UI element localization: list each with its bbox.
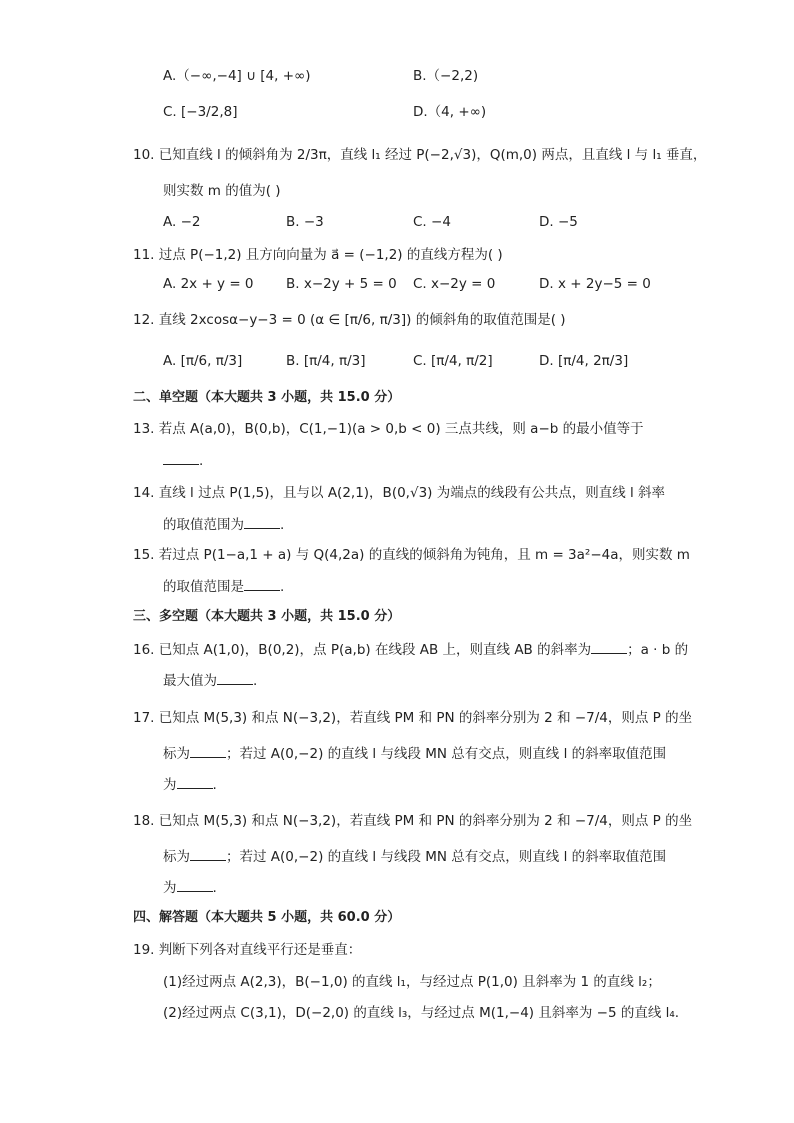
q16-answer-blank-2[interactable] xyxy=(217,670,253,685)
q16-answer-blank-1[interactable] xyxy=(591,639,627,654)
q18-answer-blank-1[interactable] xyxy=(190,846,226,861)
q18-line3: 为 . xyxy=(163,877,217,898)
q13-answer-line: . xyxy=(163,450,203,471)
q10-stem-line1: 10. 已知直线 l 的倾斜角为 2/3π，直线 l₁ 经过 P(−2,√3)，Q(m,0) 两点，且直线 l 与 l₁ 垂直， xyxy=(133,147,707,163)
q11-stem: 11. 过点 P(−1,2) 且方向向量为 a⃗ = (−1,2) 的直线方程为( ) xyxy=(133,247,503,263)
q19-stem: 19. 判断下列各对直线平行还是垂直： xyxy=(133,942,362,958)
q11-option-a: A. 2x + y = 0 xyxy=(163,276,254,292)
q9-option-a: A.（−∞,−4] ∪ [4, +∞) xyxy=(163,68,311,84)
q10-stem-line2: 则实数 m 的值为( ) xyxy=(163,183,281,199)
q9-option-c: C. [−3/2,8] xyxy=(163,104,238,120)
q11-option-b: B. x−2y + 5 = 0 xyxy=(286,276,397,292)
q19-part-1: (1)经过两点 A(2,3)，B(−1,0) 的直线 l₁，与经过点 P(1,0) 且斜率为 1 的直线 l₂； xyxy=(163,974,661,990)
q9-option-d: D.（4, +∞) xyxy=(413,104,487,120)
q13-stem: 13. 若点 A(a,0)，B(0,b)，C(1,−1)(a > 0,b < 0) 三点共线，则 a−b 的最小值等于 xyxy=(133,421,644,437)
q17-stem: 17. 已知点 M(5,3) 和点 N(−3,2)，若直线 PM 和 PN 的斜率分别为 2 和 −7/4，则点 P 的坐 xyxy=(133,710,693,726)
q12-option-c: C. [π/4, π/2] xyxy=(413,353,493,369)
section-heading-solutions: 四、解答题（本大题共 5 小题，共 60.0 分） xyxy=(133,910,401,925)
q10-option-d: D. −5 xyxy=(539,214,578,230)
q10-option-c: C. −4 xyxy=(413,214,451,230)
q11-option-d: D. x + 2y−5 = 0 xyxy=(539,276,651,292)
q17-answer-blank-2[interactable] xyxy=(177,774,213,789)
q12-option-a: A. [π/6, π/3] xyxy=(163,353,243,369)
q12-stem: 12. 直线 2xcosα−y−3 = 0 (α ∈ [π/6, π/3]) 的倾斜角的取值范围是( ) xyxy=(133,312,566,328)
q10-option-a: A. −2 xyxy=(163,214,201,230)
q16-stem: 16. 已知点 A(1,0)，B(0,2)，点 P(a,b) 在线段 AB 上，则直线 AB 的斜率为 ；a · b 的 xyxy=(133,639,688,660)
q18-answer-blank-2[interactable] xyxy=(177,877,213,892)
q17-answer-blank-1[interactable] xyxy=(190,743,226,758)
q13-answer-blank[interactable] xyxy=(163,450,199,465)
q16-answer-line: 最大值为 . xyxy=(163,670,257,691)
q15-answer-blank[interactable] xyxy=(244,576,280,591)
q17-line2: 标为 ；若过 A(0,−2) 的直线 l 与线段 MN 总有交点，则直线 l 的斜率取值范围 xyxy=(163,743,666,764)
q18-line2: 标为 ；若过 A(0,−2) 的直线 l 与线段 MN 总有交点，则直线 l 的斜率取值范围 xyxy=(163,846,666,867)
q14-answer-blank[interactable] xyxy=(244,514,280,529)
q15-answer-line: 的取值范围是 . xyxy=(163,576,284,597)
section-heading-single-blank: 二、单空题（本大题共 3 小题，共 15.0 分） xyxy=(133,390,401,405)
q14-stem: 14. 直线 l 过点 P(1,5)，且与以 A(2,1)，B(0,√3) 为端点的线段有公共点，则直线 l 斜率 xyxy=(133,485,666,501)
q12-option-d: D. [π/4, 2π/3] xyxy=(539,353,629,369)
q9-option-b: B.（−2,2) xyxy=(413,68,479,84)
q12-option-b: B. [π/4, π/3] xyxy=(286,353,366,369)
q19-part-2: (2)经过两点 C(3,1)，D(−2,0) 的直线 l₃，与经过点 M(1,−4) 且斜率为 −5 的直线 l₄. xyxy=(163,1005,680,1021)
q14-answer-line: 的取值范围为 . xyxy=(163,514,284,535)
q10-option-b: B. −3 xyxy=(286,214,324,230)
q18-stem: 18. 已知点 M(5,3) 和点 N(−3,2)，若直线 PM 和 PN 的斜率分别为 2 和 −7/4，则点 P 的坐 xyxy=(133,813,693,829)
q11-option-c: C. x−2y = 0 xyxy=(413,276,496,292)
q17-line3: 为 . xyxy=(163,774,217,795)
section-heading-multi-blank: 三、多空题（本大题共 3 小题，共 15.0 分） xyxy=(133,609,401,624)
q15-stem: 15. 若过点 P(1−a,1 + a) 与 Q(4,2a) 的直线的倾斜角为钝角，且 m = 3a²−4a，则实数 m xyxy=(133,547,690,563)
